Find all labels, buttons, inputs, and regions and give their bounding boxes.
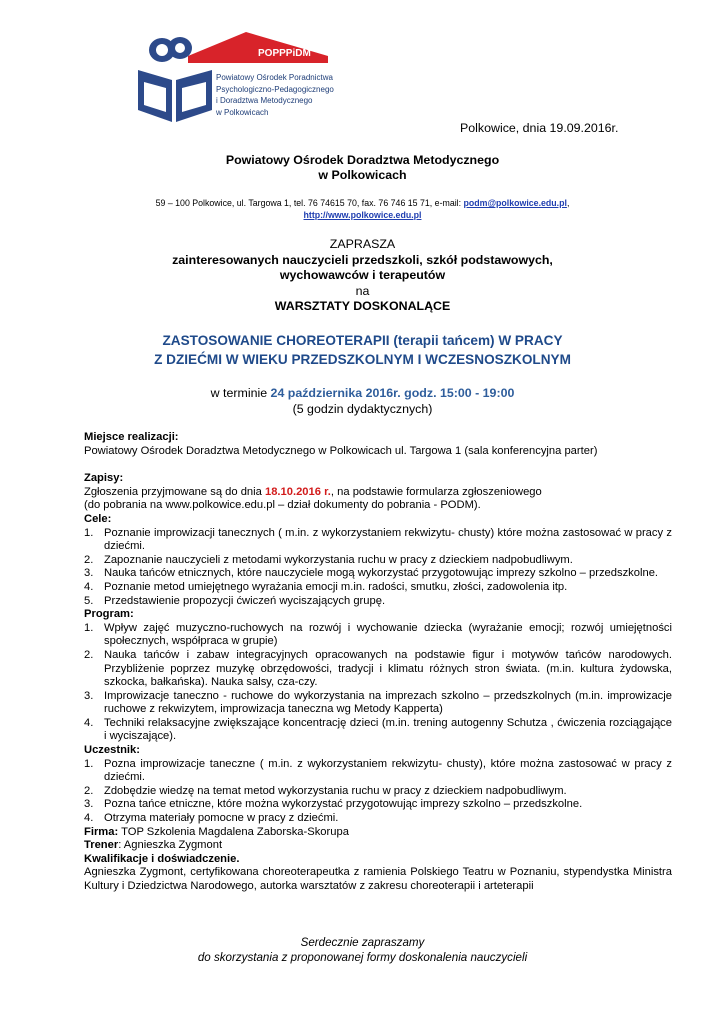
cele-heading: Cele:: [84, 512, 112, 525]
list-item: 4. Otrzyma materiały pomocne w pracy z dziećmi.: [84, 812, 339, 825]
org-address: 59 – 100 Polkowice, ul. Targowa 1, tel. 76 74615 70, fax. 76 746 15 71, e-mail: podm@polkowice.edu.pl, http://www.polkowice.edu.pl: [155, 198, 570, 220]
list-item: 2. Zdobędzie wiedzę na temat metod wykorzystania ruchu w pracy z dzieckiem nadpobudliwym.: [84, 784, 567, 797]
list-item: 1. Pozna improwizacje taneczne ( m.in. z wykorzystaniem rekwizytu- chusty), które można zastosować w pracy z dziećmi.: [84, 757, 672, 784]
cele-list: [84, 527, 672, 609]
trener-line: Trener: Agnieszka Zygmont: [84, 839, 223, 852]
date-line: Polkowice, dnia 19.09.2016r.: [460, 121, 619, 135]
closing: Serdecznie zapraszamy do skorzystania z proponowanej formy doskonalenia nauczycieli: [197, 936, 528, 964]
invite-na: na: [355, 283, 370, 298]
list-item: 2. Nauka tańców i zabaw integracyjnych opracowanych na podstawie figur i motywów tańców narodowych. Przybliżenie poprzez muzykę obrzędowości, tradycji i klimatu różnych stron świata. (m.in. kultura żydowska, szkocka, bałkańska). Nauka salsy, cza-czy.: [84, 648, 672, 689]
invite-block: [0, 237, 725, 315]
list-item: 1. Poznanie improwizacji tanecznych ( m.in. z wykorzystaniem rekwizytu- chusty) które można zastosować w pracy z dziećmi.: [84, 526, 672, 553]
list-item: 3. Improwizacje taneczno - ruchowe do wykorzystania na imprezach szkolno – przedszkolnych (m.in. improwizacje ruchowe z rekwizytem, improwizacja taneczna wg Metody Kapperta): [84, 689, 672, 716]
zapisy-line1: Zgłoszenia przyjmowane są do dnia 18.10.2016 r., na podstawie formularza zgłoszeniowego: [84, 485, 542, 498]
invite-warsztaty: WARSZTATY DOSKONALĄCE: [274, 299, 451, 313]
kwalifikacje-text: Agnieszka Zygmont, certyfikowana choreoterapeutka z ramienia Polskiego Teatru w Poznaniu, stypendystka Ministra Kultury i Dziedzictwa Narodowego, autorka warsztatów z zakresu choreoterapii i arteterapii: [84, 866, 672, 892]
zapisy-deadline: 18.10.2016 r.: [264, 485, 331, 498]
location-text: Powiatowy Ośrodek Doradztwa Metodycznego w Polkowicach ul. Targowa 1 (sala konferencyjna parter): [84, 444, 598, 457]
kwalifikacje-heading: Kwalifikacje i doświadczenie.: [84, 852, 240, 865]
email-link[interactable]: podm@polkowice.edu.pl: [463, 198, 567, 208]
list-item: 3. Pozna tańce etniczne, które można wykorzystać przygotowując imprezy szkolno – przedszkolne.: [84, 798, 583, 811]
list-item: 1. Wpływ zajęć muzyczno-ruchowych na rozwój i wychowanie dziecka (wyrażanie emocji; rozwój umiejętności społecznych, współpraca w grupie): [84, 621, 672, 648]
zapisy-heading: Zapisy:: [84, 472, 124, 485]
term-hours: (5 godzin dydaktycznych): [292, 401, 433, 416]
firma-line: Firma: TOP Szkolenia Magdalena Zaborska-Skorupa: [84, 825, 349, 838]
uczestnik-list: [84, 758, 672, 826]
invite-line2: wychowawców i terapeutów: [279, 268, 446, 282]
zapisy-line2: (do pobrania na www.polkowice.edu.pl – dział dokumenty do pobrania - PODM).: [84, 499, 481, 512]
invite-zaprasza: ZAPRASZA: [329, 237, 396, 251]
term-value: 24 października 2016r. godz. 15:00 - 19:00: [270, 386, 515, 400]
list-item: 5. Przedstawienie propozycji ćwiczeń wyciszających grupę.: [84, 594, 386, 607]
workshop-title: ZASTOSOWANIE CHOREOTERAPII (terapii tańcem) W PRACY Z DZIEĆMI W WIEKU PRZEDSZKOLNYM I WCZESNOSZKOLNYM: [154, 333, 571, 367]
list-item: 4. Poznanie metod umiejętnego wyrażania emocji m.in. radości, smutku, złości, zadowolenia itp.: [84, 580, 568, 593]
uczestnik-heading: Uczestnik:: [84, 744, 140, 757]
logo-subtitle: Powiatowy Ośrodek Poradnictwa Psychologiczno-Pedagogicznego i Doradztwa Metodycznego w Polkowicach: [216, 73, 334, 117]
term-block: w terminie 24 października 2016r. godz. 15:00 - 19:00 (5 godzin dydaktycznych): [0, 386, 725, 417]
invite-line1: zainteresowanych nauczycieli przedszkoli, szkół podstawowych,: [172, 252, 553, 267]
website-link[interactable]: http://www.polkowice.edu.pl: [303, 210, 422, 220]
list-item: 3. Nauka tańców etnicznych, które nauczyciele mogą wykorzystać przygotowując imprezy szkolno – przedszkolne.: [84, 567, 659, 580]
logo-brand: POPPPiDM: [258, 48, 311, 59]
program-heading: Program:: [84, 608, 134, 621]
program-list: [84, 622, 672, 744]
list-item: 4. Techniki relaksacyjne zwiększające koncentrację dzieci (m.in. trening autogenny Schutza , ćwiczenia rozciągające i wyciszające).: [84, 716, 672, 743]
location-heading: Miejsce realizacji:: [84, 431, 179, 443]
org-name: Powiatowy Ośrodek Doradztwa Metodycznego w Polkowicach: [225, 153, 500, 182]
list-item: 2. Zapoznanie nauczycieli z metodami wykorzystania ruchu w pracy z dzieckiem nadpobudliwym.: [84, 553, 573, 566]
body-content: [84, 431, 672, 894]
